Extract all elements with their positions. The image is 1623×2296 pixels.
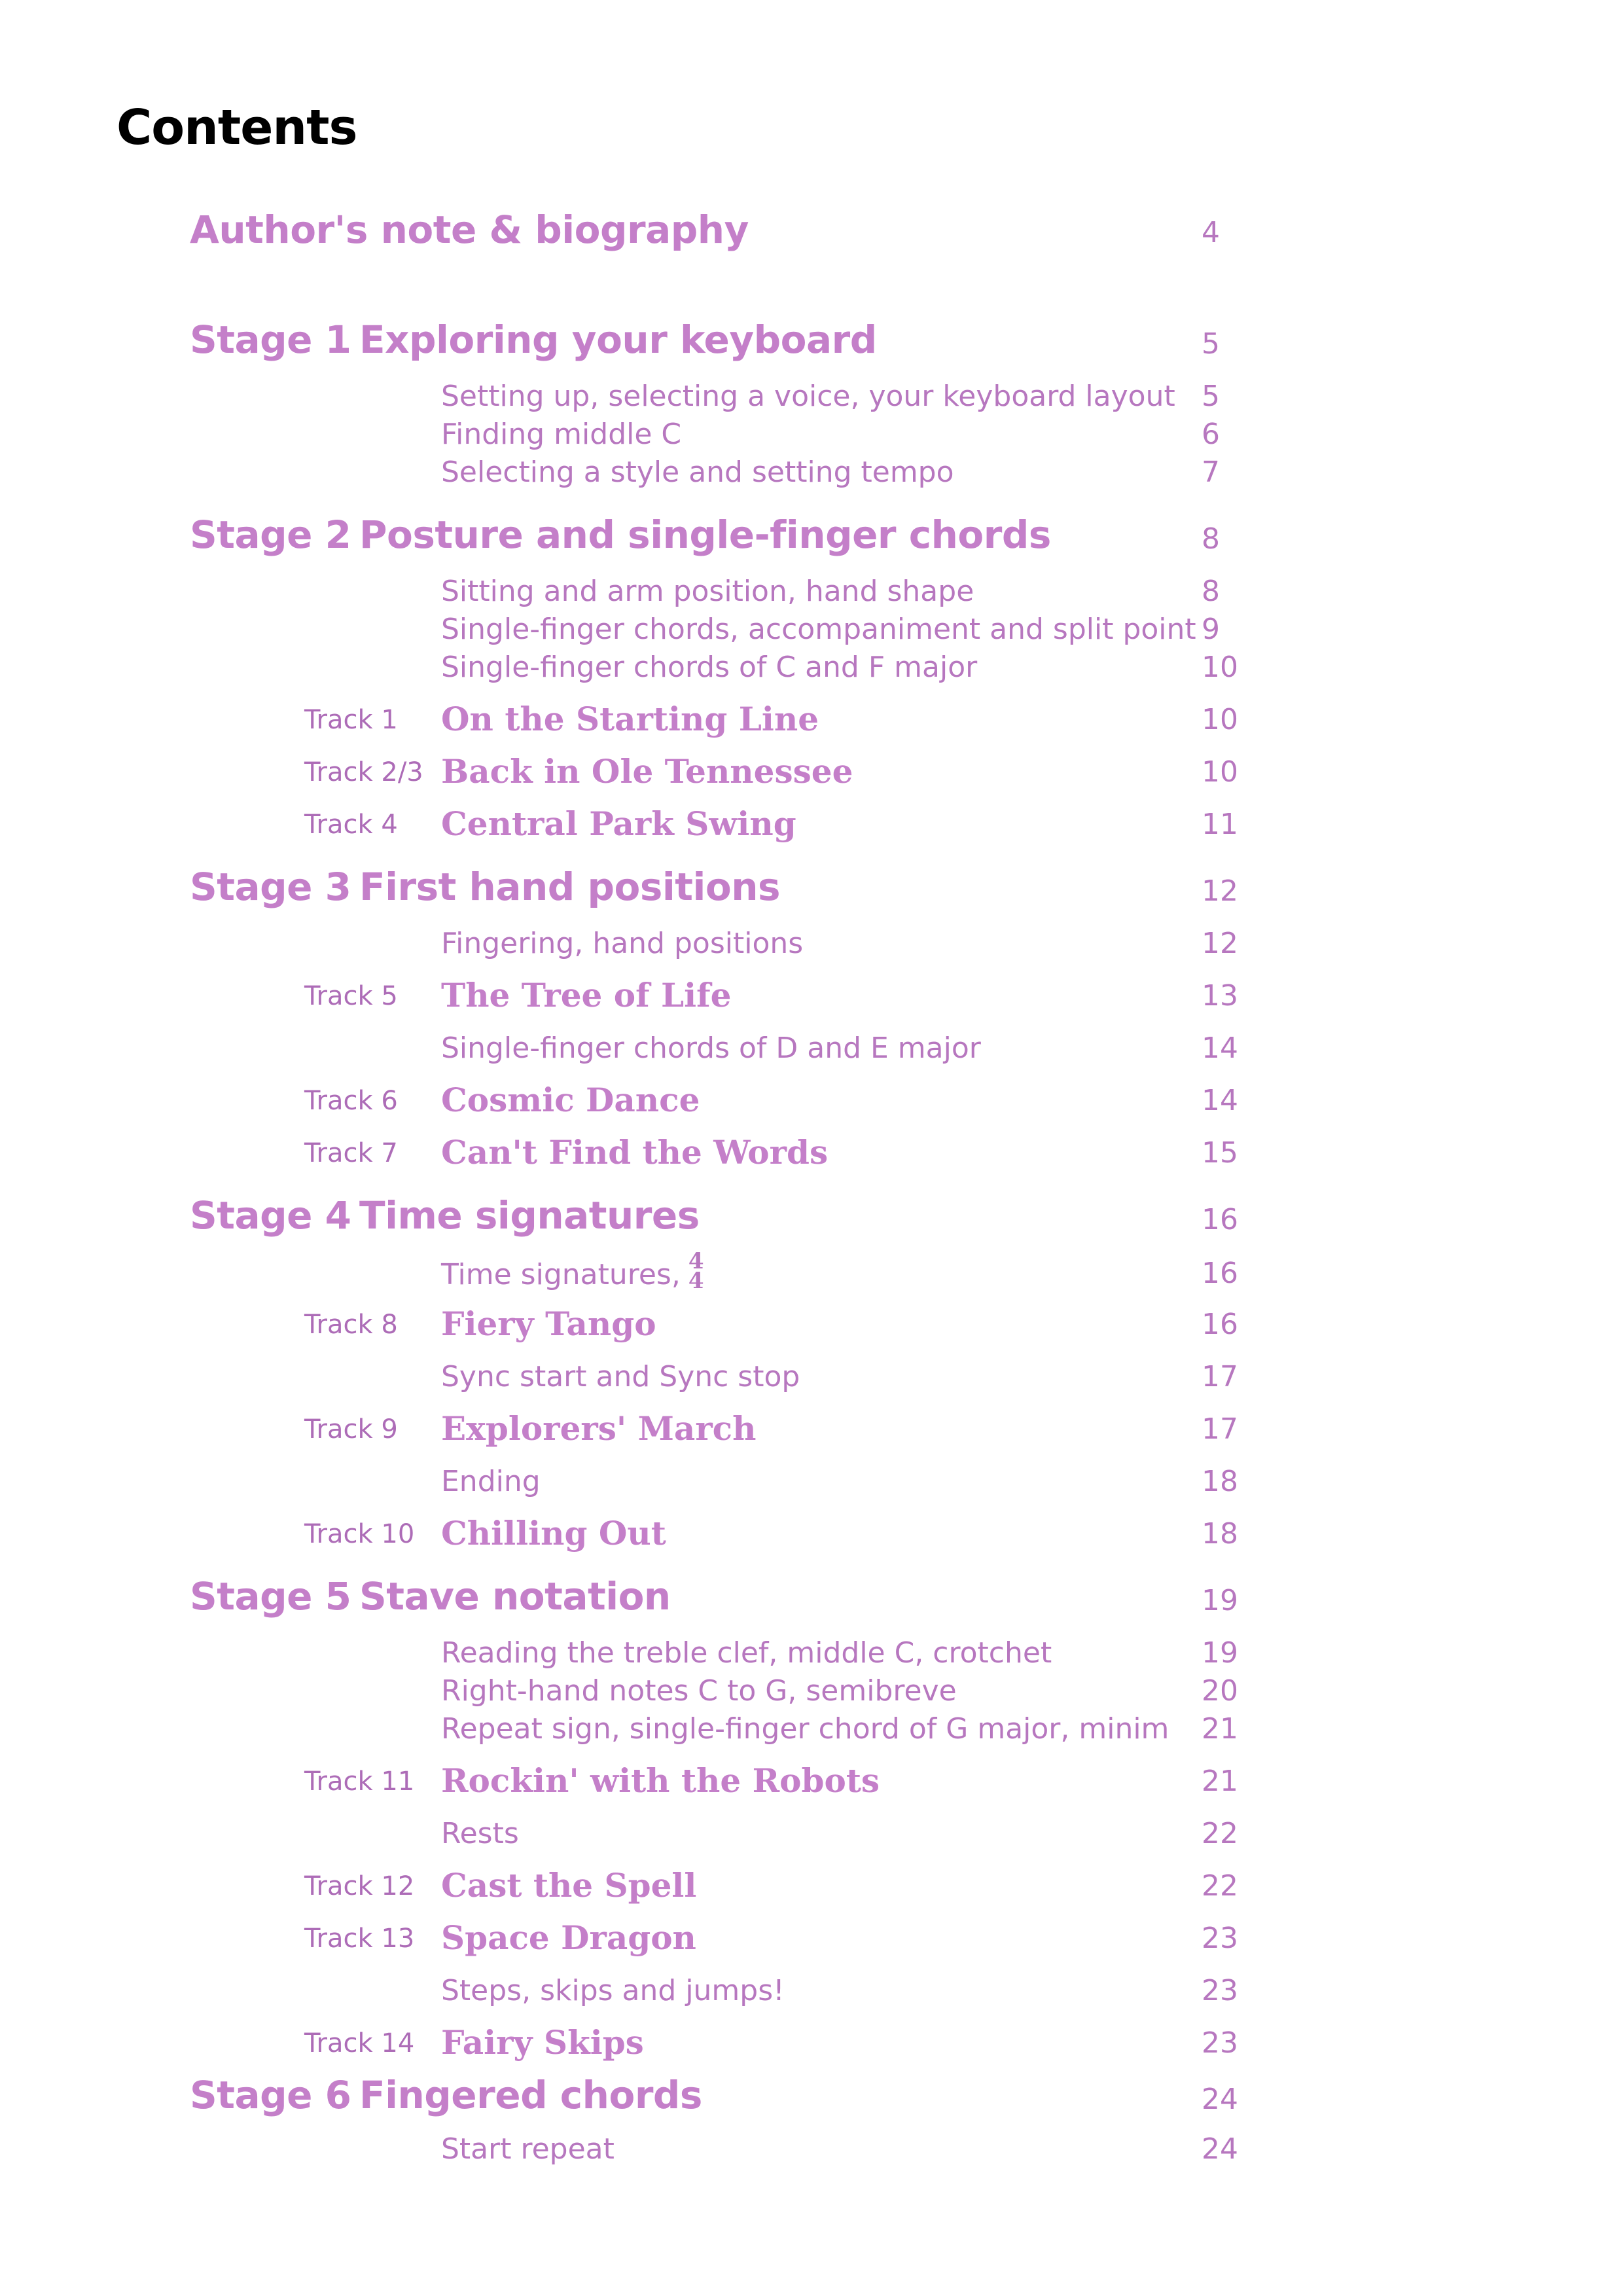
track-title: Central Park Swing [441,804,796,843]
track-title: Rockin' with the Robots [441,1761,880,1800]
toc-page-number: 7 [1202,456,1220,489]
toc-sub-entry: Finding middle C [441,418,682,451]
toc-page-number: 8 [1202,522,1220,556]
stage-title: Posture and single-finger chords [359,512,1051,557]
track-label: Track 11 [304,1767,415,1797]
stage-title: Fingered chords [359,2073,702,2117]
toc-page-number: 10 [1202,755,1238,789]
toc-sub-entry: Right-hand notes C to G, semibreve [441,1674,957,1708]
track-label: Track 7 [304,1138,398,1168]
toc-page-number: 14 [1202,1031,1238,1065]
toc-page-number: 5 [1202,380,1220,413]
track-title: Back in Ole Tennessee [441,752,853,791]
toc-page-number: 20 [1202,1674,1238,1708]
toc-page-number: 22 [1202,1817,1238,1850]
toc-page-number: 21 [1202,1765,1238,1798]
track-title: The Tree of Life [441,976,732,1014]
stage-title: Time signatures [359,1193,700,1238]
toc-sub-entry: Steps, skips and jumps! [441,1974,785,2007]
toc-page-number: 4 [1202,216,1220,249]
toc-page-number: 15 [1202,1136,1238,1170]
track-title: Can't Find the Words [441,1133,829,1172]
track-title: On the Starting Line [441,700,819,738]
stage-label: Stage 2 [190,512,351,557]
page-title: Contents [116,99,357,156]
stage-title: Stave notation [359,1574,671,1619]
toc-sub-entry: Fingering, hand positions [441,927,804,960]
toc-page-number: 24 [1202,2132,1238,2166]
track-title: Fairy Skips [441,2023,644,2062]
toc-sub-entry: Rests [441,1817,519,1850]
toc-sub-entry: Sitting and arm position, hand shape [441,575,974,608]
toc-sub-entry [441,1248,704,1296]
toc-sub-entry: Reading the treble clef, middle C, crotchet [441,1636,1052,1670]
track-label: Track 13 [304,1924,415,1954]
toc-page-number: 16 [1202,1203,1238,1236]
track-label: Track 6 [304,1086,398,1116]
toc-page-number: 8 [1202,575,1220,608]
toc-page-number: 14 [1202,1084,1238,1117]
toc-page-number: 22 [1202,1869,1238,1903]
toc-entry-title: Author's note & biography [190,207,749,252]
toc-page-number: 21 [1202,1712,1238,1746]
stage-title: First hand positions [359,865,781,909]
toc-page-number: 12 [1202,874,1238,908]
toc-page-number: 5 [1202,327,1220,361]
toc-page-number: 13 [1202,979,1238,1013]
track-label: Track 5 [304,981,398,1011]
track-title: Cosmic Dance [441,1081,700,1119]
toc-sub-entry: Single-finger chords, accompaniment and split point [441,613,1196,646]
toc-page-number: 23 [1202,1974,1238,2007]
stage-label: Stage 5 [190,1574,351,1619]
toc-page-number: 23 [1202,2026,1238,2060]
toc-sub-entry: Sync start and Sync stop [441,1360,800,1393]
track-title: Space Dragon [441,1918,696,1957]
stage-title: Exploring your keyboard [359,317,877,362]
track-title: Cast the Spell [441,1866,697,1905]
toc-page-number: 17 [1202,1412,1238,1446]
toc-page-number: 23 [1202,1922,1238,1955]
track-label: Track 10 [304,1519,415,1549]
toc-page-number: 10 [1202,651,1238,684]
toc-page-number: 16 [1202,1308,1238,1341]
time-signature-icon [688,1248,704,1294]
toc-page-number: 16 [1202,1257,1238,1290]
toc-sub-entry: Repeat sign, single-finger chord of G major, minim [441,1712,1169,1746]
track-label: Track 9 [304,1414,398,1444]
toc-sub-entry: Start repeat [441,2132,615,2166]
toc-page-number: 17 [1202,1360,1238,1393]
toc-page-number: 6 [1202,418,1220,451]
stage-label: Stage 6 [190,2073,351,2117]
time-signature-top: 4 [688,1248,704,1274]
toc-sub-entry: Ending [441,1465,541,1498]
stage-label: Stage 4 [190,1193,351,1238]
toc-page-number: 11 [1202,808,1238,841]
toc-page-number: 18 [1202,1465,1238,1498]
stage-label: Stage 3 [190,865,351,909]
track-label: Track 2/3 [304,757,423,787]
toc-sub-entry: Single-finger chords of C and F major [441,651,978,684]
track-title: Fiery Tango [441,1304,656,1343]
toc-sub-entry-text: Time signatures, [441,1258,681,1291]
track-label: Track 4 [304,810,398,840]
toc-page-number: 19 [1202,1584,1238,1617]
track-title: Explorers' March [441,1409,757,1448]
track-label: Track 1 [304,705,398,735]
track-label: Track 8 [304,1310,398,1340]
track-label: Track 12 [304,1871,415,1901]
track-title: Chilling Out [441,1514,666,1552]
toc-sub-entry: Setting up, selecting a voice, your keyboard layout [441,380,1175,413]
toc-page-number: 9 [1202,613,1220,646]
toc-page-number: 24 [1202,2083,1238,2116]
toc-page-number: 12 [1202,927,1238,960]
toc-page-number: 18 [1202,1517,1238,1551]
toc-page-number: 10 [1202,703,1238,736]
track-label: Track 14 [304,2028,415,2058]
stage-label: Stage 1 [190,317,351,362]
toc-sub-entry: Single-finger chords of D and E major [441,1031,981,1065]
toc-page-number: 19 [1202,1636,1238,1670]
toc-sub-entry: Selecting a style and setting tempo [441,456,954,489]
time-signature-bottom: 4 [688,1268,704,1294]
